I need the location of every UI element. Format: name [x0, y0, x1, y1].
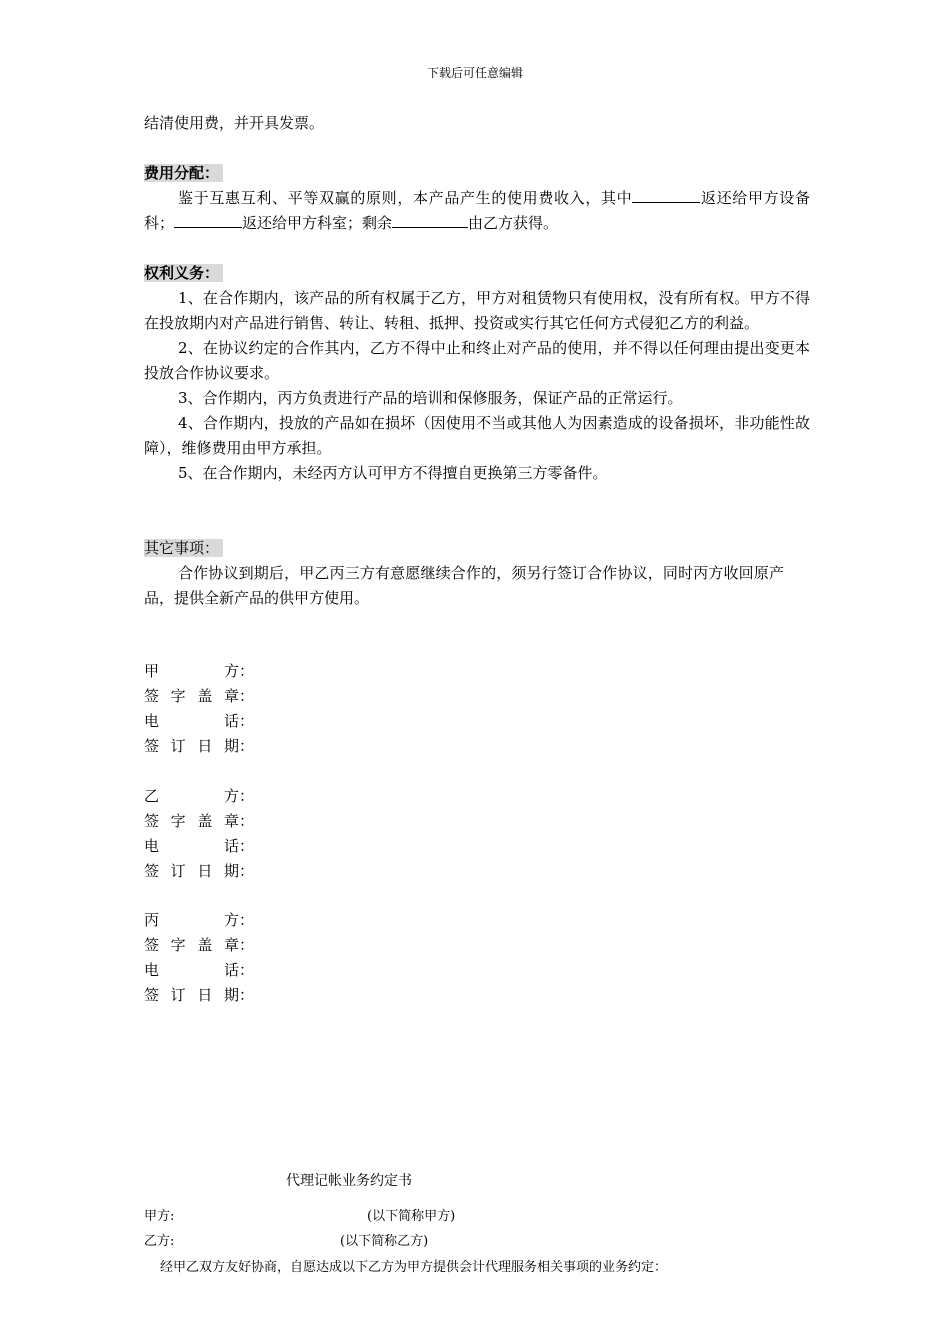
second-doc-intro: 经甲乙双方友好协商，自愿达成以下乙方为甲方提供会计代理服务相关事项的业务约定：	[160, 1260, 668, 1275]
sig-b-date	[144, 859, 254, 884]
sig-b-seal-c1: 签	[144, 812, 160, 830]
sig-a-date	[144, 734, 254, 759]
sig-b-phone-c2: 话：	[223, 837, 254, 855]
party-b-note: (以下简称乙方)	[340, 1234, 429, 1249]
rights-item-4: 4、合作期内，投放的产品如在损坏（因使用不当或其他人为因素造成的设备损坏，非功能性故障），维修费用由甲方承担。	[144, 414, 810, 457]
page-header: 下载后可任意编辑	[426, 66, 523, 80]
sig-c-date-c3: 日	[197, 986, 213, 1004]
sig-a-phone	[144, 709, 254, 734]
sig-b-phone	[144, 834, 254, 859]
sig-a-party-c1: 甲	[144, 662, 160, 680]
other-paragraph: 合作协议到期后，甲乙丙三方有意愿继续合作的，须另行签订合作协议，同时丙方收回原产品，提供全新产品的供甲方使用。	[144, 564, 784, 607]
rights-item-2: 2、在协议约定的合作其内，乙方不得中止和终止对产品的使用，并不得以任何理由提出变更本投放合作协议要求。	[144, 339, 810, 382]
sig-c-date-c1: 签	[144, 986, 160, 1004]
sig-b-party-c2: 方：	[223, 787, 254, 805]
sig-a-party-c2: 方：	[223, 662, 254, 680]
sig-a-seal-c4: 章：	[223, 687, 254, 705]
signature-block-c	[144, 908, 254, 1008]
sig-c-seal-c3: 盖	[197, 936, 213, 954]
sig-c-seal	[144, 933, 254, 958]
sig-a-seal	[144, 684, 254, 709]
sig-c-seal-c2: 字	[170, 936, 186, 954]
sig-c-phone	[144, 958, 254, 983]
sig-b-date-c2: 订	[170, 862, 186, 880]
sig-c-date	[144, 983, 254, 1008]
other-heading: 其它事项：	[144, 539, 223, 557]
sig-c-party-c2: 方：	[223, 911, 254, 929]
rights-item-3: 3、合作期内，丙方负责进行产品的培训和保修服务，保证产品的正常运行。	[178, 389, 683, 407]
rights-item-5: 5、在合作期内，未经丙方认可甲方不得擅自更换第三方零备件。	[178, 464, 608, 482]
sig-b-seal-c2: 字	[170, 812, 186, 830]
sig-a-seal-c2: 字	[170, 687, 186, 705]
sig-a-party	[144, 659, 254, 684]
sig-b-party	[144, 784, 254, 809]
party-b-label: 乙方:	[144, 1234, 175, 1249]
sig-c-phone-c2: 话：	[223, 961, 254, 979]
fee-blank-2	[174, 211, 242, 228]
rights-section	[144, 261, 810, 486]
sig-a-date-c2: 订	[170, 737, 186, 755]
sig-a-seal-c1: 签	[144, 687, 160, 705]
sig-a-date-c3: 日	[197, 737, 213, 755]
second-doc-title: 代理记帐业务约定书	[286, 1173, 412, 1189]
fee-paragraph	[144, 186, 810, 236]
fee-text-2: 返还给甲方设备科；	[144, 189, 810, 232]
fee-blank-1	[632, 186, 700, 203]
sig-a-date-c4: 期：	[223, 737, 254, 755]
sig-a-date-c1: 签	[144, 737, 160, 755]
sig-c-phone-c1: 电	[144, 961, 160, 979]
sig-b-date-c3: 日	[197, 862, 213, 880]
sig-c-party-c1: 丙	[144, 911, 160, 929]
fee-heading: 费用分配：	[144, 164, 223, 182]
sig-c-date-c4: 期：	[223, 986, 254, 1004]
other-section	[144, 536, 784, 611]
sig-b-seal-c4: 章：	[223, 812, 254, 830]
sig-c-party	[144, 908, 254, 933]
fee-section	[144, 161, 810, 236]
sig-c-seal-c1: 签	[144, 936, 160, 954]
sig-c-seal-c4: 章：	[223, 936, 254, 954]
sig-a-phone-c1: 电	[144, 712, 160, 730]
rights-heading: 权利义务：	[144, 264, 223, 282]
sig-a-seal-c3: 盖	[197, 687, 213, 705]
signature-block-a	[144, 659, 254, 759]
sig-b-seal	[144, 809, 254, 834]
rights-item-1: 1、在合作期内，该产品的所有权属于乙方，甲方对租赁物只有使用权，没有所有权。甲方不得在投放期内对产品进行销售、转让、转租、抵押、投资或实行其它任何方式侵犯乙方的利益。	[144, 289, 810, 332]
fee-blank-3	[392, 211, 468, 228]
sig-a-phone-c2: 话：	[223, 712, 254, 730]
sig-b-seal-c3: 盖	[197, 812, 213, 830]
sig-b-date-c4: 期：	[223, 862, 254, 880]
sig-b-date-c1: 签	[144, 862, 160, 880]
sig-c-date-c2: 订	[170, 986, 186, 1004]
fee-text-1: 鉴于互惠互利、平等双赢的原则，本产品产生的使用费收入，其中	[178, 189, 633, 207]
fee-text-4: 由乙方获得。	[468, 214, 559, 232]
fee-text-3: 返还给甲方科室；剩余	[242, 214, 393, 232]
intro-line: 结清使用费，并开具发票。	[144, 114, 325, 132]
signature-block-b	[144, 784, 254, 884]
sig-b-phone-c1: 电	[144, 837, 160, 855]
intro-line-block	[144, 111, 810, 136]
party-a-note: (以下简称甲方)	[367, 1209, 456, 1224]
sig-b-party-c1: 乙	[144, 787, 160, 805]
party-a-label: 甲方:	[144, 1209, 175, 1224]
